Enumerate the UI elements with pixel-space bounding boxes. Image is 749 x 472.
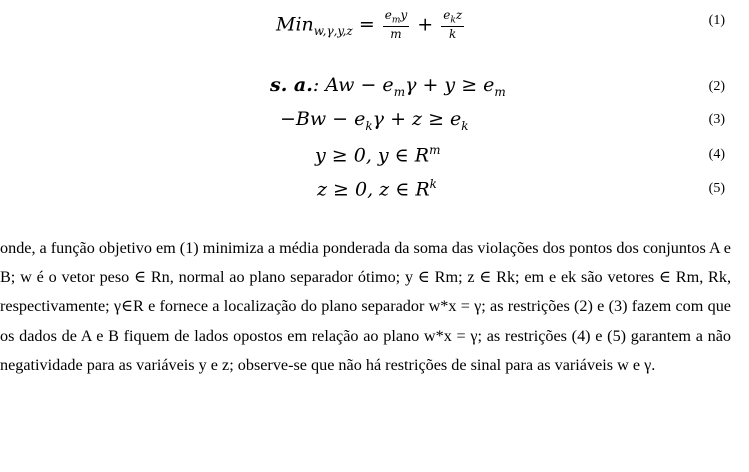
fraction-1-numerator-tail: y — [400, 8, 408, 22]
objective-equation — [276, 9, 466, 42]
constraint-5-text: z ≥ 0, z ∈ R — [317, 178, 430, 201]
fraction-1-denominator: m — [390, 27, 402, 42]
objective-lhs: Min — [276, 13, 314, 36]
constraint-4 — [315, 144, 440, 165]
constraint-2-text-b: γ + y ≥ e — [405, 74, 495, 96]
fraction-2-numerator-sub: k — [450, 15, 456, 26]
constraint-3-sub2: k — [461, 118, 469, 133]
fraction-2-denominator: k — [449, 27, 457, 42]
constraint-3 — [280, 110, 469, 132]
equation-number-1: (1) — [708, 13, 725, 28]
constraint-3-text-b: γ + z ≥ e — [372, 108, 462, 130]
explanation-paragraph: onde, a função objetivo em (1) minimiza a média ponderada da soma das violações dos pontos dos conjuntos A e B; w é o vetor peso ∈ Rn, normal ao plano separador ótimo; y ∈ Rm; z ∈ Rk; em e ek são vetores ∈ Rm, Rk, respectivamente; γ∈R e fornece a localização do plano separador w*x = γ; as restrições (2) e (3) fazem com que os dados de A e B fiquem de lados opostos em relação ao plano w*x = γ; as restrições (4) e (5) garantem a não negatividade para as variáveis y e z; observe-se que não há restrições de sinal para as variáveis w e γ. — [0, 239, 731, 374]
equation-number-2: (2) — [708, 79, 725, 94]
subject-to-label: s. a. — [270, 74, 313, 96]
equation-number-3: (3) — [708, 112, 725, 127]
equation-number-5: (5) — [708, 181, 725, 196]
fraction-1-numerator-sub: m — [391, 15, 401, 26]
fraction-em-y-over-m — [383, 9, 409, 42]
plus-sign: + — [417, 13, 434, 36]
equals-sign: = — [358, 13, 375, 36]
constraint-3-text-a: −Bw − e — [280, 108, 366, 130]
fraction-2-numerator: e — [443, 8, 451, 22]
constraint-5 — [317, 178, 437, 199]
constraint-2-sub: m — [393, 84, 406, 99]
fraction-ek-z-over-k — [441, 9, 464, 42]
constraint-4-text: y ≥ 0, y ∈ R — [315, 144, 430, 167]
equation-number-4: (4) — [708, 147, 725, 162]
constraint-2-sub2: m — [494, 84, 506, 99]
fraction-1-numerator: e — [384, 8, 392, 22]
constraint-2-text-a: : Aw − e — [312, 74, 394, 96]
constraint-3-sub: k — [365, 118, 373, 133]
constraint-4-sup: m — [429, 143, 441, 157]
constraint-2 — [270, 76, 506, 98]
constraint-5-sup: k — [429, 177, 437, 191]
fraction-2-numerator-tail: z — [455, 8, 463, 22]
objective-lhs-subscript: w,γ,y,z — [313, 24, 353, 39]
